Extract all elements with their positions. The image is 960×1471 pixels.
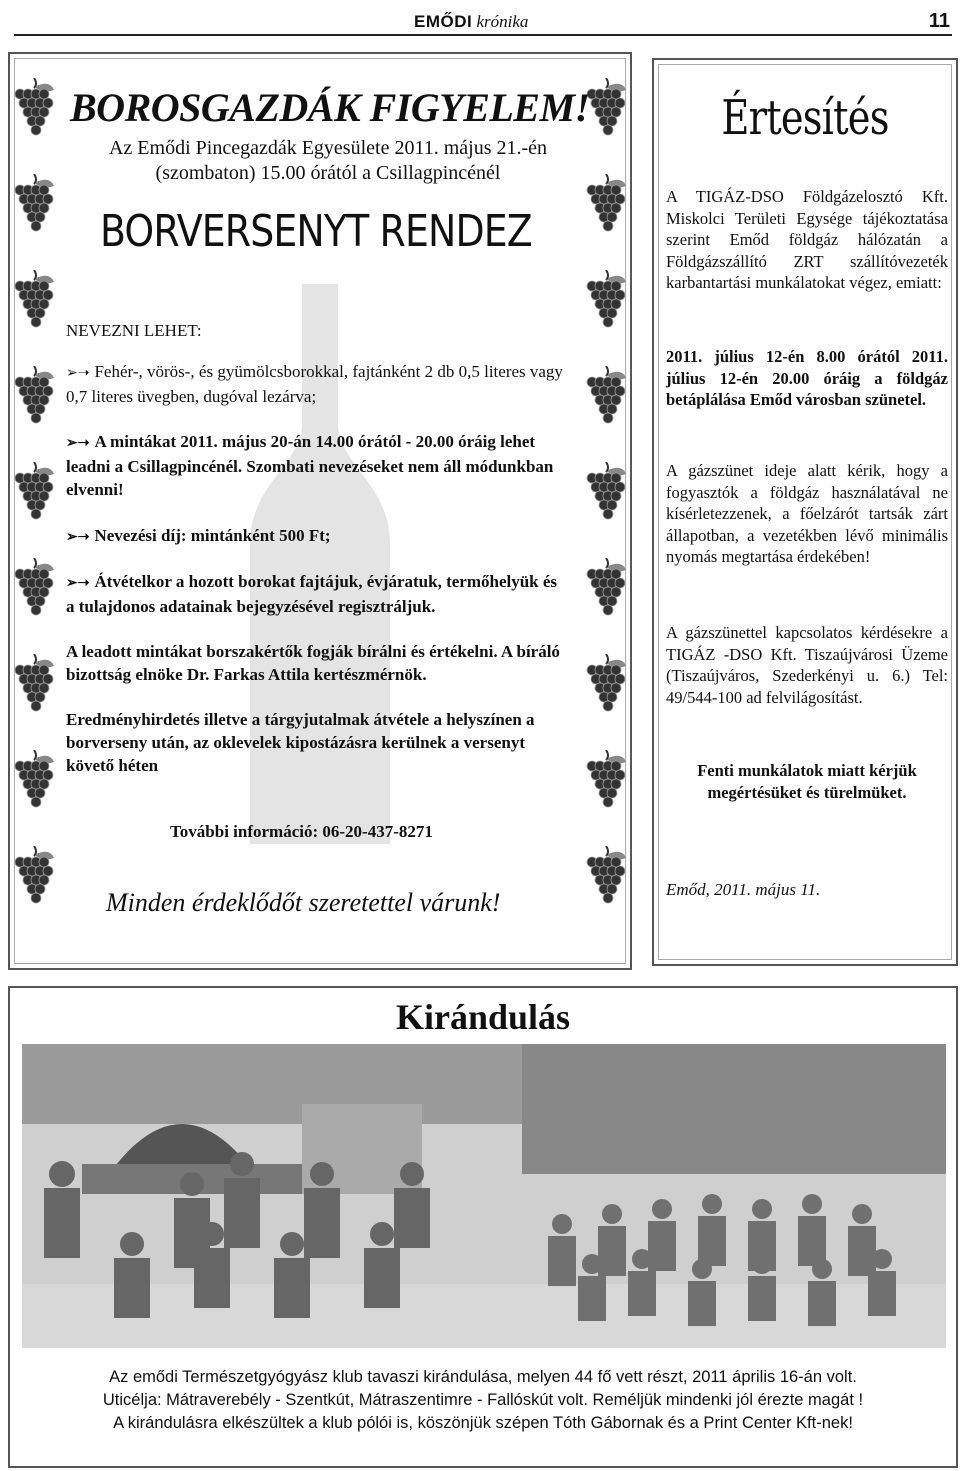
grape-cluster-icon xyxy=(584,462,628,522)
entry-item-4 xyxy=(66,570,566,618)
grape-cluster-icon xyxy=(12,558,56,618)
wine-contest-ad xyxy=(8,52,632,970)
page-number: 11 xyxy=(928,10,950,32)
masthead xyxy=(414,12,528,32)
grape-cluster-icon xyxy=(12,366,56,426)
notice-paragraph-3: A gázszünet ideje alatt kérik, hogy a fogyasztók a földgáz használatával ne kísérletezzenek, a főelzárót tartsák zárt állapotban, a vezetékben lévő minimális nyomás megtartása érdekében! xyxy=(666,461,948,566)
grape-cluster-icon xyxy=(12,78,56,138)
grape-cluster-icon xyxy=(12,846,56,906)
grape-cluster-icon xyxy=(12,750,56,810)
masthead-name: EMŐDI xyxy=(414,12,473,31)
ad-subtitle-line1: Az Emődi Pincegazdák Egyesülete 2011. május 21.-én xyxy=(108,137,548,159)
gas-outage-notice xyxy=(652,58,958,966)
ad-headline: BORVERSENYT RENDEZ xyxy=(100,206,532,257)
notice-outage-time: 2011. július 12-én 8.00 órától 2011. július 12-én 20.00 óráig a földgáz betáplálása Emőd városban szünetel. xyxy=(666,347,948,409)
group-photo xyxy=(22,1044,946,1348)
grape-cluster-icon xyxy=(584,654,628,714)
entry-item-1 xyxy=(66,360,566,408)
grape-cluster-icon xyxy=(584,174,628,234)
notice-title: Értesítés xyxy=(721,90,889,146)
trip-caption-line2: Uticélja: Mátraverebély - Szentkút, Mátraszentimre - Fallóskút volt. Reméljük mindenki jól érezte magát ! xyxy=(102,1391,864,1409)
trip-title: Kirándulás xyxy=(395,997,571,1037)
ad-subtitle-line2: (szombaton) 15.00 órától a Csillagpincénél xyxy=(155,162,501,184)
arrow-icon: ➢➝ xyxy=(66,576,90,591)
group-photo-illustration xyxy=(22,1044,946,1348)
trip-caption-line3: A kirándulásra elkészültek a klub pólói is, köszönjük szépen Tóth Gábornak és a Print Center Kft-nek! xyxy=(113,1414,853,1432)
grape-cluster-icon xyxy=(12,174,56,234)
entry-item-3-text: Nevezési díj: mintánként 500 Ft; xyxy=(94,526,331,545)
grape-cluster-icon xyxy=(12,462,56,522)
masthead-subtitle: krónika xyxy=(476,12,529,31)
entry-item-2-text: A mintákat 2011. május 20-án 14.00 órától - 20.00 óráig lehet leadni a Csillagpincénél. Szombati nevezéseket nem áll módunkban elvenni! xyxy=(66,432,554,499)
enter-label: NEVEZNI LEHET: xyxy=(66,321,202,340)
entry-item-2 xyxy=(66,430,566,501)
ad-title: BOROSGAZDÁK FIGYELEM! xyxy=(70,85,590,130)
grape-cluster-icon xyxy=(12,270,56,330)
grape-cluster-icon xyxy=(584,750,628,810)
arrow-icon: ➢➝ xyxy=(66,530,90,545)
jury-text: A leadott mintákat borszakértők fogják bírálni és értékelni. A bíráló bizottság elnöke Dr. Farkas Attila kertészmérnök. xyxy=(66,642,560,684)
arrow-icon: ➢➝ xyxy=(66,436,90,451)
trip-section xyxy=(8,986,958,1468)
trip-caption-line1: Az emődi Természetgyógyász klub tavaszi kirándulása, melyen 44 fő vett részt, 2011 április 16-án volt. xyxy=(109,1368,857,1386)
results-text: Eredményhirdetés illetve a tárgyjutalmak átvétele a helyszínen a borverseny után, az oklevelek kipostázásra kerülnek a versenyt követő héten xyxy=(66,710,535,775)
grape-vine-right-decoration xyxy=(582,78,630,948)
notice-paragraph-4: A gázszünettel kapcsolatos kérdésekre a TIGÁZ -DSO Kft. Tiszaújvárosi Üzeme (Tiszaújváros, Szederkényi u. 6.) Tel: 49/544-100 ad felvilágosítást. xyxy=(666,623,948,707)
arrow-icon: ➢➝ xyxy=(66,366,90,381)
grape-cluster-icon xyxy=(584,366,628,426)
ad-subtitle xyxy=(68,136,588,186)
header-rule xyxy=(14,34,952,36)
grape-vine-left-decoration xyxy=(10,78,58,948)
grape-cluster-icon xyxy=(584,558,628,618)
grape-cluster-icon xyxy=(12,654,56,714)
notice-closing: Fenti munkálatok miatt kérjük megértésüket és türelmüket. xyxy=(697,761,917,802)
trip-caption xyxy=(10,1366,956,1435)
grape-cluster-icon xyxy=(584,78,628,138)
ad-closing: Minden érdeklődőt szeretettel várunk! xyxy=(106,888,501,917)
entry-item-1-text: Fehér-, vörös-, és gyümölcsborokkal, fajtánként 2 db 0,5 literes vagy 0,7 literes üvegben, dugóval lezárva; xyxy=(66,362,563,406)
contact-info: További információ: 06-20-437-8271 xyxy=(170,822,433,841)
notice-date: Emőd, 2011. május 11. xyxy=(666,880,821,899)
grape-cluster-icon xyxy=(584,270,628,330)
entry-item-3 xyxy=(66,524,566,549)
notice-paragraph-1: A TIGÁZ-DSO Földgázelosztó Kft. Miskolci Területi Egysége tájékoztatása szerint Emőd földgáz hálózatán a Földgázszállító ZRT szállítóvezeték karbantartási munkálatokat végez, emiatt: xyxy=(666,187,948,292)
grape-cluster-icon xyxy=(584,846,628,906)
entry-item-4-text: Átvételkor a hozott borokat fajtájuk, évjáratuk, termőhelyük és a tulajdonos adatainak bejegyzésével regisztráljuk. xyxy=(66,572,558,616)
